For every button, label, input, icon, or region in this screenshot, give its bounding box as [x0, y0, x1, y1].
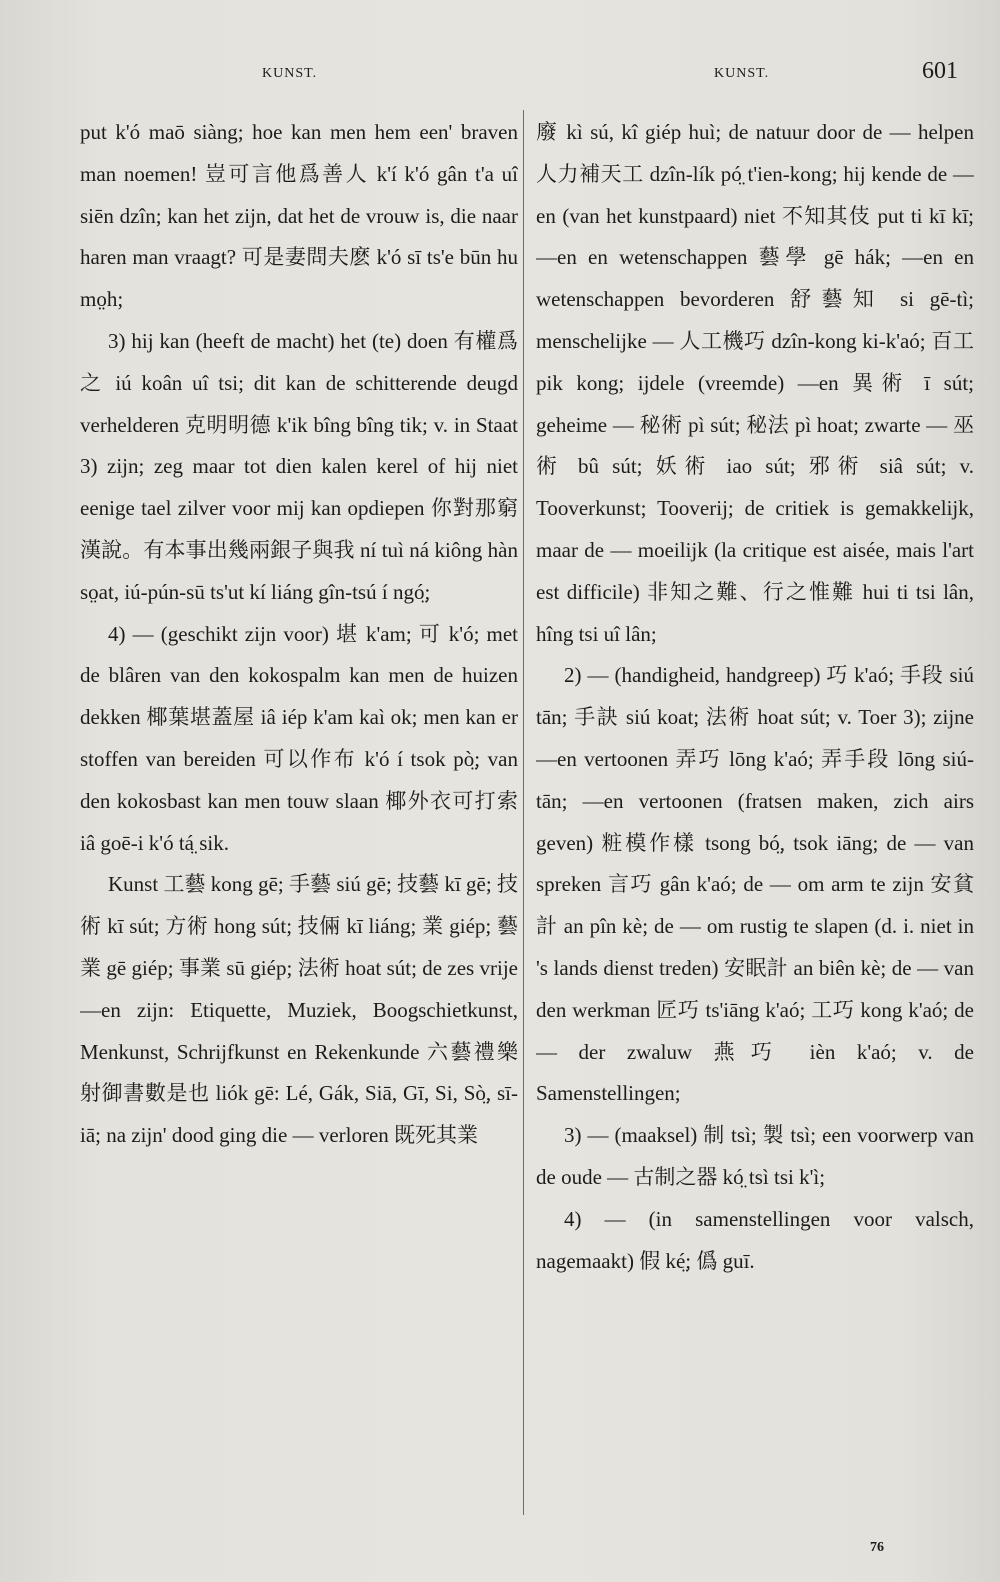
entry-paragraph: 3) — (maaksel) 制 tsì; 製 tsì; een voorwerp van de oude — 古制之器 kó̤ tsì tsi k'ì; [536, 1123, 974, 1189]
entry-paragraph: 2) — (handigheid, handgreep) 巧 k'aó; 手段 siú tān; 手訣 siú koat; 法術 hoat sút; v. Toer 3); zijne —en vertoonen 弄巧 lōng k'aó; 弄手段 lōng siú-tān; —en vertoonen (fratsen maken, zich airs geven) 粧模作樣 tsong bó̤, tsok iāng; de — van spreken 言巧 gân k'aó; de — om arm te zijn 安貧計 an pîn kè; de — om rustig te slapen (d. i. niet in 's lands dienst treden) 安眠計 an biên kè; de — van den werkman 匠巧 ts'iāng k'aó; 工巧 kong k'aó; de — der zwaluw 燕巧 ièn k'aó; v. de Samenstellingen; [536, 663, 974, 1106]
left-running-head: KUNST. [262, 66, 318, 81]
right-running-head: KUNST. [714, 66, 770, 81]
left-column [80, 112, 518, 1157]
entry-paragraph: 4) — (in samenstellingen voor valsch, nagemaakt) 假 ké̤; 僞 guī. [536, 1206, 974, 1273]
entry-kunst: Kunst 工藝 kong gē; 手藝 siú gē; 技藝 kī gē; 技術 kī sút; 方術 hong sút; 技倆 kī liáng; 業 giép; 藝業 gē giép; 事業 sū giép; 法術 hoat sút; de zes vrije —en zijn: Etiquette, Muziek, Boogschietkunst, Menkunst, Schrijfkunst en Rekenkunde 六藝禮樂射御書數是也 liók gē: Lé, Gák, Siā, Gī, Si, Sò̤, sī-iā; na zijn' dood ging die — verloren 既死其業 [80, 872, 518, 1148]
signature-mark: 76 [870, 1540, 884, 1555]
entry-paragraph: 廢 kì sú, kî giép huì; de natuur door de — helpen 人力補天工 dzîn-lík pó̤ t'ien-kong; hij kende de —en (van het kunstpaard) niet 不知其伎 put ti kī kī; —en en wetenschappen 藝學 gē hák; —en en wetenschappen bevorderen 舒藝知 si gē-tì; menschelijke — 人工機巧 dzîn-kong ki-k'aó; 百工 pik kong; ijdele (vreemde) —en 異術 ī sút; geheime — 秘術 pì sút; 秘法 pì hoat; zwarte — 巫術 bû sút; 妖術 iao sút; 邪術 siâ sút; v. Tooverkunst; Tooverij; de critiek is gemakkelijk, maar de — moeilijk (la critique est aisée, mais l'art est difficile) 非知之難、行之惟難 hui ti tsi lân, hîng tsi uî lân; [536, 120, 974, 646]
column-rule [523, 110, 524, 1515]
entry-paragraph: put k'ó maō siàng; hoe kan men hem een' braven man noemen! 豈可言他爲善人 k'í k'ó gân t'a uî siēn dzîn; kan het zijn, dat het de vrouw is, die naar haren man vraagt? 可是妻問夫麽 k'ó sī ts'e būn hu mo̤h; [80, 120, 518, 312]
entry-paragraph: 4) — (geschikt zijn voor) 堪 k'am; 可 k'ó; met de blâren van den kokospalm kan men de huizen dekken 椰葉堪蓋屋 iâ iép k'am kaì ok; men kan er stoffen van bereiden 可以作布 k'ó í tsok pò̤; van den kokosbast kan men touw slaan 椰外衣可打索 iâ goē-i k'ó tá̤ sik. [80, 621, 518, 855]
page-number: 601 [922, 58, 958, 84]
right-column [536, 112, 974, 1282]
entry-paragraph: 3) hij kan (heeft de macht) het (te) doen 有權爲之 iú koân uî tsi; dit kan de schitterende deugd verhelderen 克明明德 k'ik bîng bîng tik; v. in Staat 3) zijn; zeg maar tot dien kalen kerel of hij niet eenige tael zilver voor mij kan opdiepen 你對那窮漢說。有本事出幾兩銀子與我 ní tuì ná kiông hàn so̤at, iú-pún-sū ts'ut kí liáng gîn-tsú í ngó̤; [80, 328, 518, 604]
